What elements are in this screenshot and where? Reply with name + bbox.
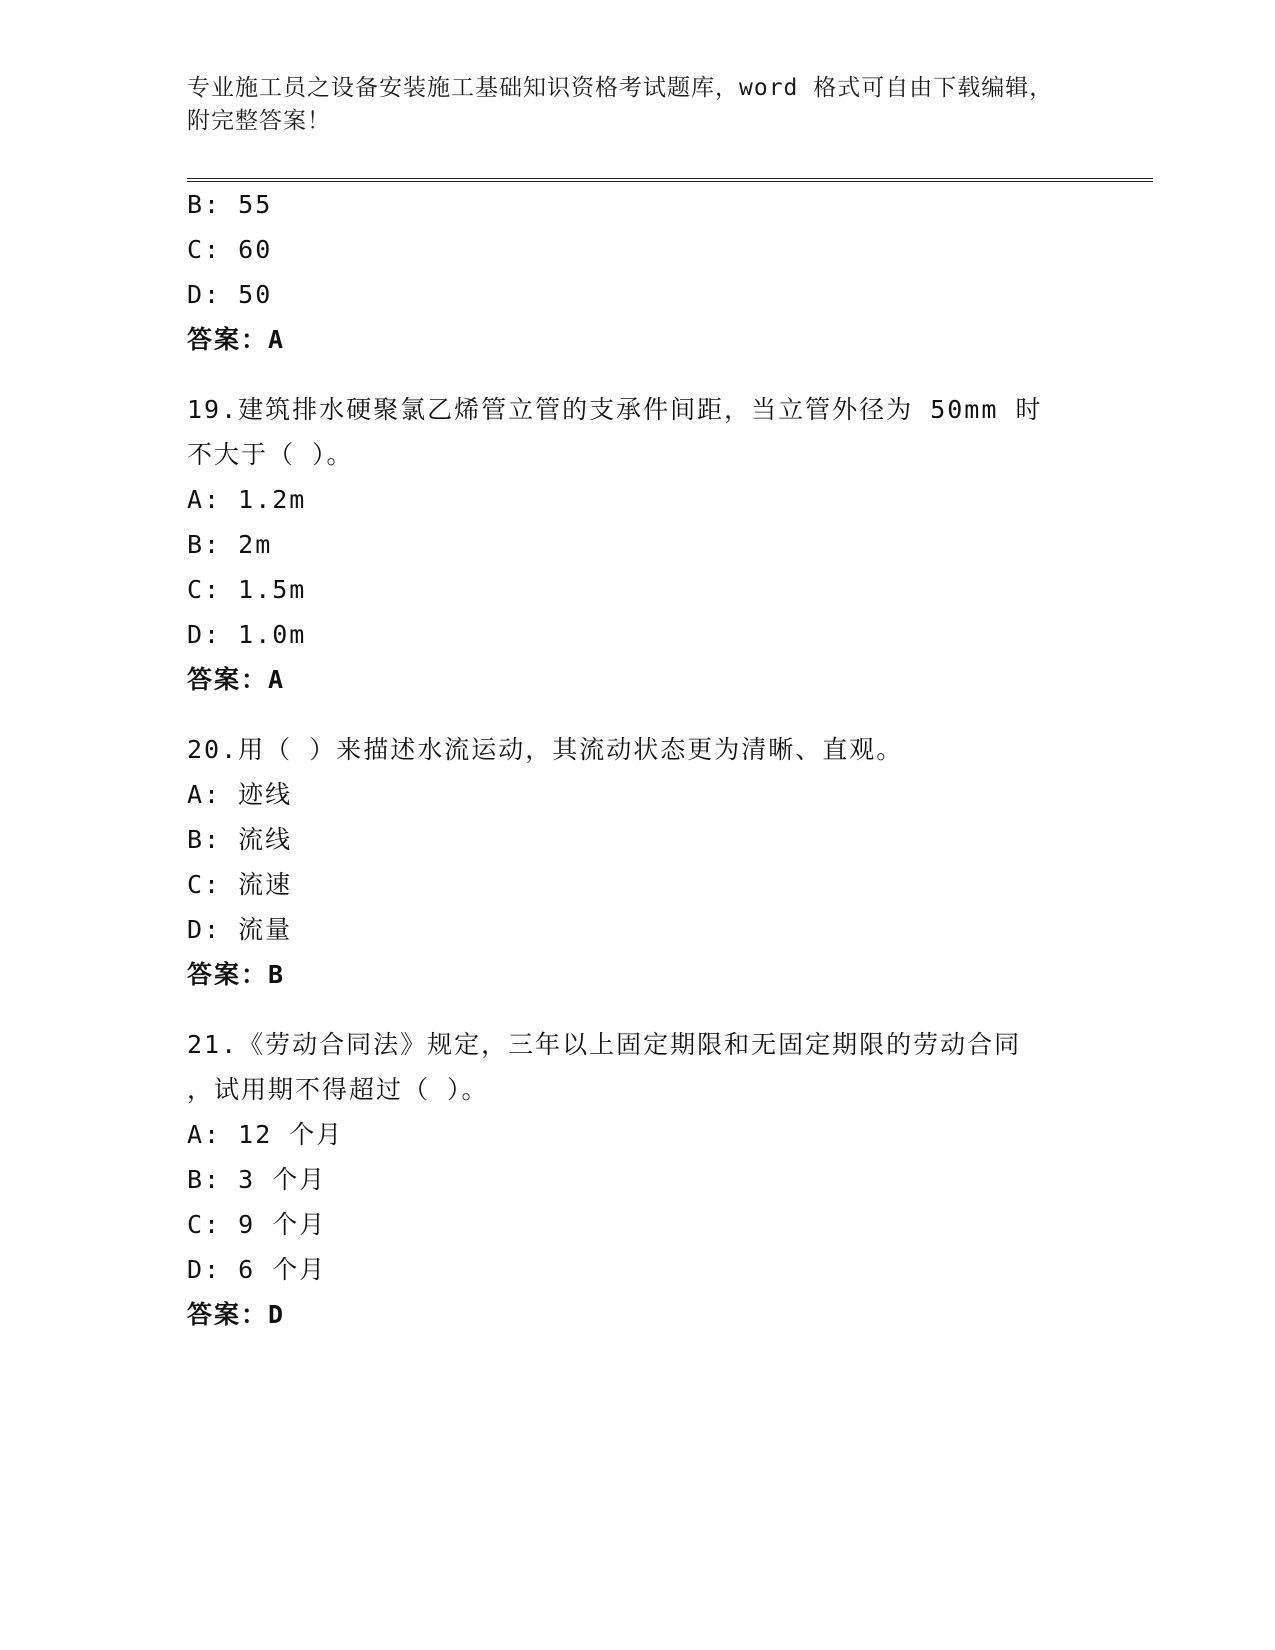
answer: 答案：B [187,960,286,989]
question-20 [187,735,1087,990]
question-text-line: 20.用（ ）来描述水流运动，其流动状态更为清晰、直观。 [187,735,904,764]
header-line-1: 专业施工员之设备安装施工基础知识资格考试题库，word 格式可自由下载编辑， [187,75,1054,101]
question-text-line: 不大于（ ）。 [187,440,354,469]
question-text-line: ，试用期不得超过（ ）。 [187,1075,489,1104]
option-b: B: 55 [187,190,273,219]
option-a: A: 12 个月 [187,1120,344,1149]
option-d: D: 1.0m [187,620,307,649]
option-a: A: 1.2m [187,485,307,514]
question-21 [187,1030,1087,1330]
question-text-line: 19.建筑排水硬聚氯乙烯管立管的支承件间距，当立管外径为 50mm 时 [187,395,1043,424]
option-d: D: 流量 [187,915,293,944]
option-c: C: 流速 [187,870,293,899]
question-content [187,190,1087,1345]
option-c: C: 60 [187,235,273,264]
option-b: B: 流线 [187,825,293,854]
header-divider [187,178,1153,182]
answer: 答案：D [187,1300,286,1329]
option-c: C: 9 个月 [187,1210,327,1239]
option-c: C: 1.5m [187,575,307,604]
header-line-2: 附完整答案！ [187,108,331,134]
question-19 [187,395,1087,695]
option-d: D: 6 个月 [187,1255,327,1284]
answer: 答案：A [187,325,286,354]
option-b: B: 2m [187,530,273,559]
previous-question-tail [187,190,1087,355]
answer: 答案：A [187,665,286,694]
question-text-line: 21.《劳动合同法》规定，三年以上固定期限和无固定期限的劳动合同 [187,1030,1022,1059]
document-header [187,72,1087,138]
option-a: A: 迹线 [187,780,293,809]
option-d: D: 50 [187,280,273,309]
option-b: B: 3 个月 [187,1165,327,1194]
